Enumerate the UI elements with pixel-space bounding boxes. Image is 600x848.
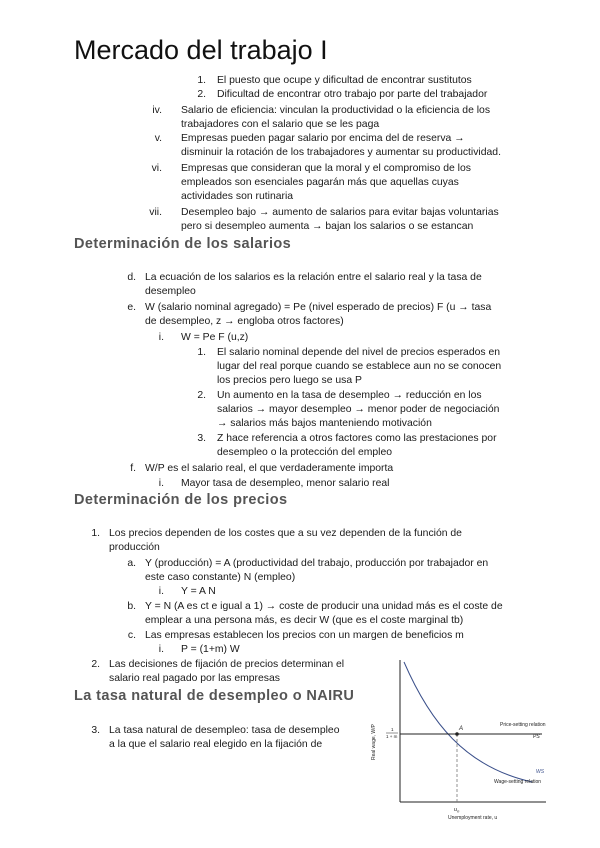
list-number: 1. [197,347,206,358]
natural-rate-sub: n [457,808,460,814]
formula: Y = A N [181,586,216,597]
list-number: b. [127,601,136,612]
list-item: disminuir la rotación de los trabajadores y aumentar su productividad. [181,147,501,158]
list-item: Los precios dependen de los costes que a su vez dependen de la función de [109,528,462,539]
natural-rate-u: u [454,807,458,813]
ytick-numerator: 1 [391,727,394,732]
list-number: i. [158,644,164,655]
list-item: Empresas que consideran que la moral y el compromiso de los [181,163,471,174]
wage-price-setting-graph [360,652,550,824]
list-item: Salario de eficiencia: vinculan la productividad o la eficiencia de los [181,105,491,116]
list-item: trabajadores con el salario que se les paga [181,119,380,130]
section-heading-salarios: Determinación de los salarios [74,236,292,252]
list-number: c. [127,630,136,641]
list-item: actividades son rutinaria [181,191,294,202]
y-axis-label: Real wage, W/P [371,724,377,760]
list-item: salarios → mayor desempleo → menor poder de negociación [217,404,500,415]
section-heading-nairu: La tasa natural de desempleo o NAIRU [74,688,355,704]
list-number: 2. [197,390,206,401]
list-number: vii. [149,207,162,218]
x-axis-natural-rate-label [454,807,460,814]
list-number: i. [158,332,164,343]
ws-relation-label: Wage-setting relation [494,779,542,785]
list-number: v. [154,133,162,144]
list-item: Las decisiones de fijación de precios determinan el [109,659,345,670]
list-item: W/P es el salario real, el que verdaderamente importa [145,463,394,474]
list-item: de desempleo, z → engloba otros factores) [145,316,344,327]
list-number: 3. [197,433,206,444]
list-item: a la que el salario real elegido en la fijación de [109,739,323,750]
list-number: 2. [197,89,206,100]
list-item: salario real pagado por las empresas [109,673,280,684]
section-heading-precios: Determinación de los precios [74,492,288,508]
equilibrium-label: A [459,726,464,732]
list-number: e. [127,302,136,313]
list-number: i. [158,586,164,597]
formula: P = (1+m) W [181,644,240,655]
list-item: desempleo o la protección del empleo [217,447,393,458]
formula: W = Pe F (u,z) [181,332,249,343]
ws-label: WS [536,769,545,775]
list-number: d. [127,272,136,283]
list-number: iv. [152,105,162,116]
list-item: Un aumento en la tasa de desempleo → reducción en los [217,390,482,401]
list-item: La tasa natural de desempleo: tasa de desempleo [109,725,340,736]
list-item: El salario nominal depende del nivel de precios esperados en [217,347,501,358]
list-item: Y = N (A es ct e igual a 1) → coste de producir una unidad más es el coste de [145,601,503,612]
list-number: a. [127,558,136,569]
list-item: los precios pero luego se usa P [217,375,362,386]
list-number: 3. [91,725,100,736]
list-item: La ecuación de los salarios es la relación entre el salario real y la tasa de [145,272,482,283]
list-item: El puesto que ocupe y dificultad de encontrar sustitutos [217,75,472,86]
list-item: Desempleo bajo → aumento de salarios para evitar bajas voluntarias [181,207,499,218]
list-item: Z hace referencia a otros factores como las prestaciones por [217,433,497,444]
list-item: emplear a una persona más, es decir W (que es el coste marginal tb) [145,615,464,626]
list-item: W (salario nominal agregado) = Pe (nivel esperado de precios) F (u → tasa [145,302,492,313]
list-item: pero si desempleo aumenta → bajan los salarios o se estancan [181,221,474,232]
list-item: producción [109,542,160,553]
list-number: i. [158,478,164,489]
page-title: Mercado del trabajo I [74,35,328,65]
list-item: Las empresas establecen los precios con un margen de beneficios m [145,630,464,641]
list-number: vi. [151,163,162,174]
list-number: f. [130,463,136,474]
list-item: empleados son esenciales pagarán más que aquellas cuyas [181,177,459,188]
list-item: → salarios más bajos manteniendo motivación [217,418,432,429]
list-number: 2. [91,659,100,670]
list-number: 1. [91,528,100,539]
list-item: desempleo [145,286,196,297]
list-item: lugar del real porque cuando se establece aun no se conocen [217,361,502,372]
list-item: este caso constante) N (empleo) [145,572,296,583]
ytick-denominator: 1 + m [386,734,398,739]
list-item: Y (producción) = A (productividad del trabajo, producción por trabajador en [145,558,489,569]
list-number: 1. [197,75,206,86]
ps-label: PS [533,734,540,740]
list-item: Dificultad de encontrar otro trabajo por parte del trabajador [217,89,488,100]
ps-relation-label: Price-setting relation [500,722,546,728]
equilibrium-point [455,732,459,736]
list-item: Mayor tasa de desempleo, menor salario real [181,478,390,489]
x-axis-label: Unemployment rate, u [448,815,498,821]
list-item: Empresas pueden pagar salario por encima del de reserva → [181,133,465,144]
